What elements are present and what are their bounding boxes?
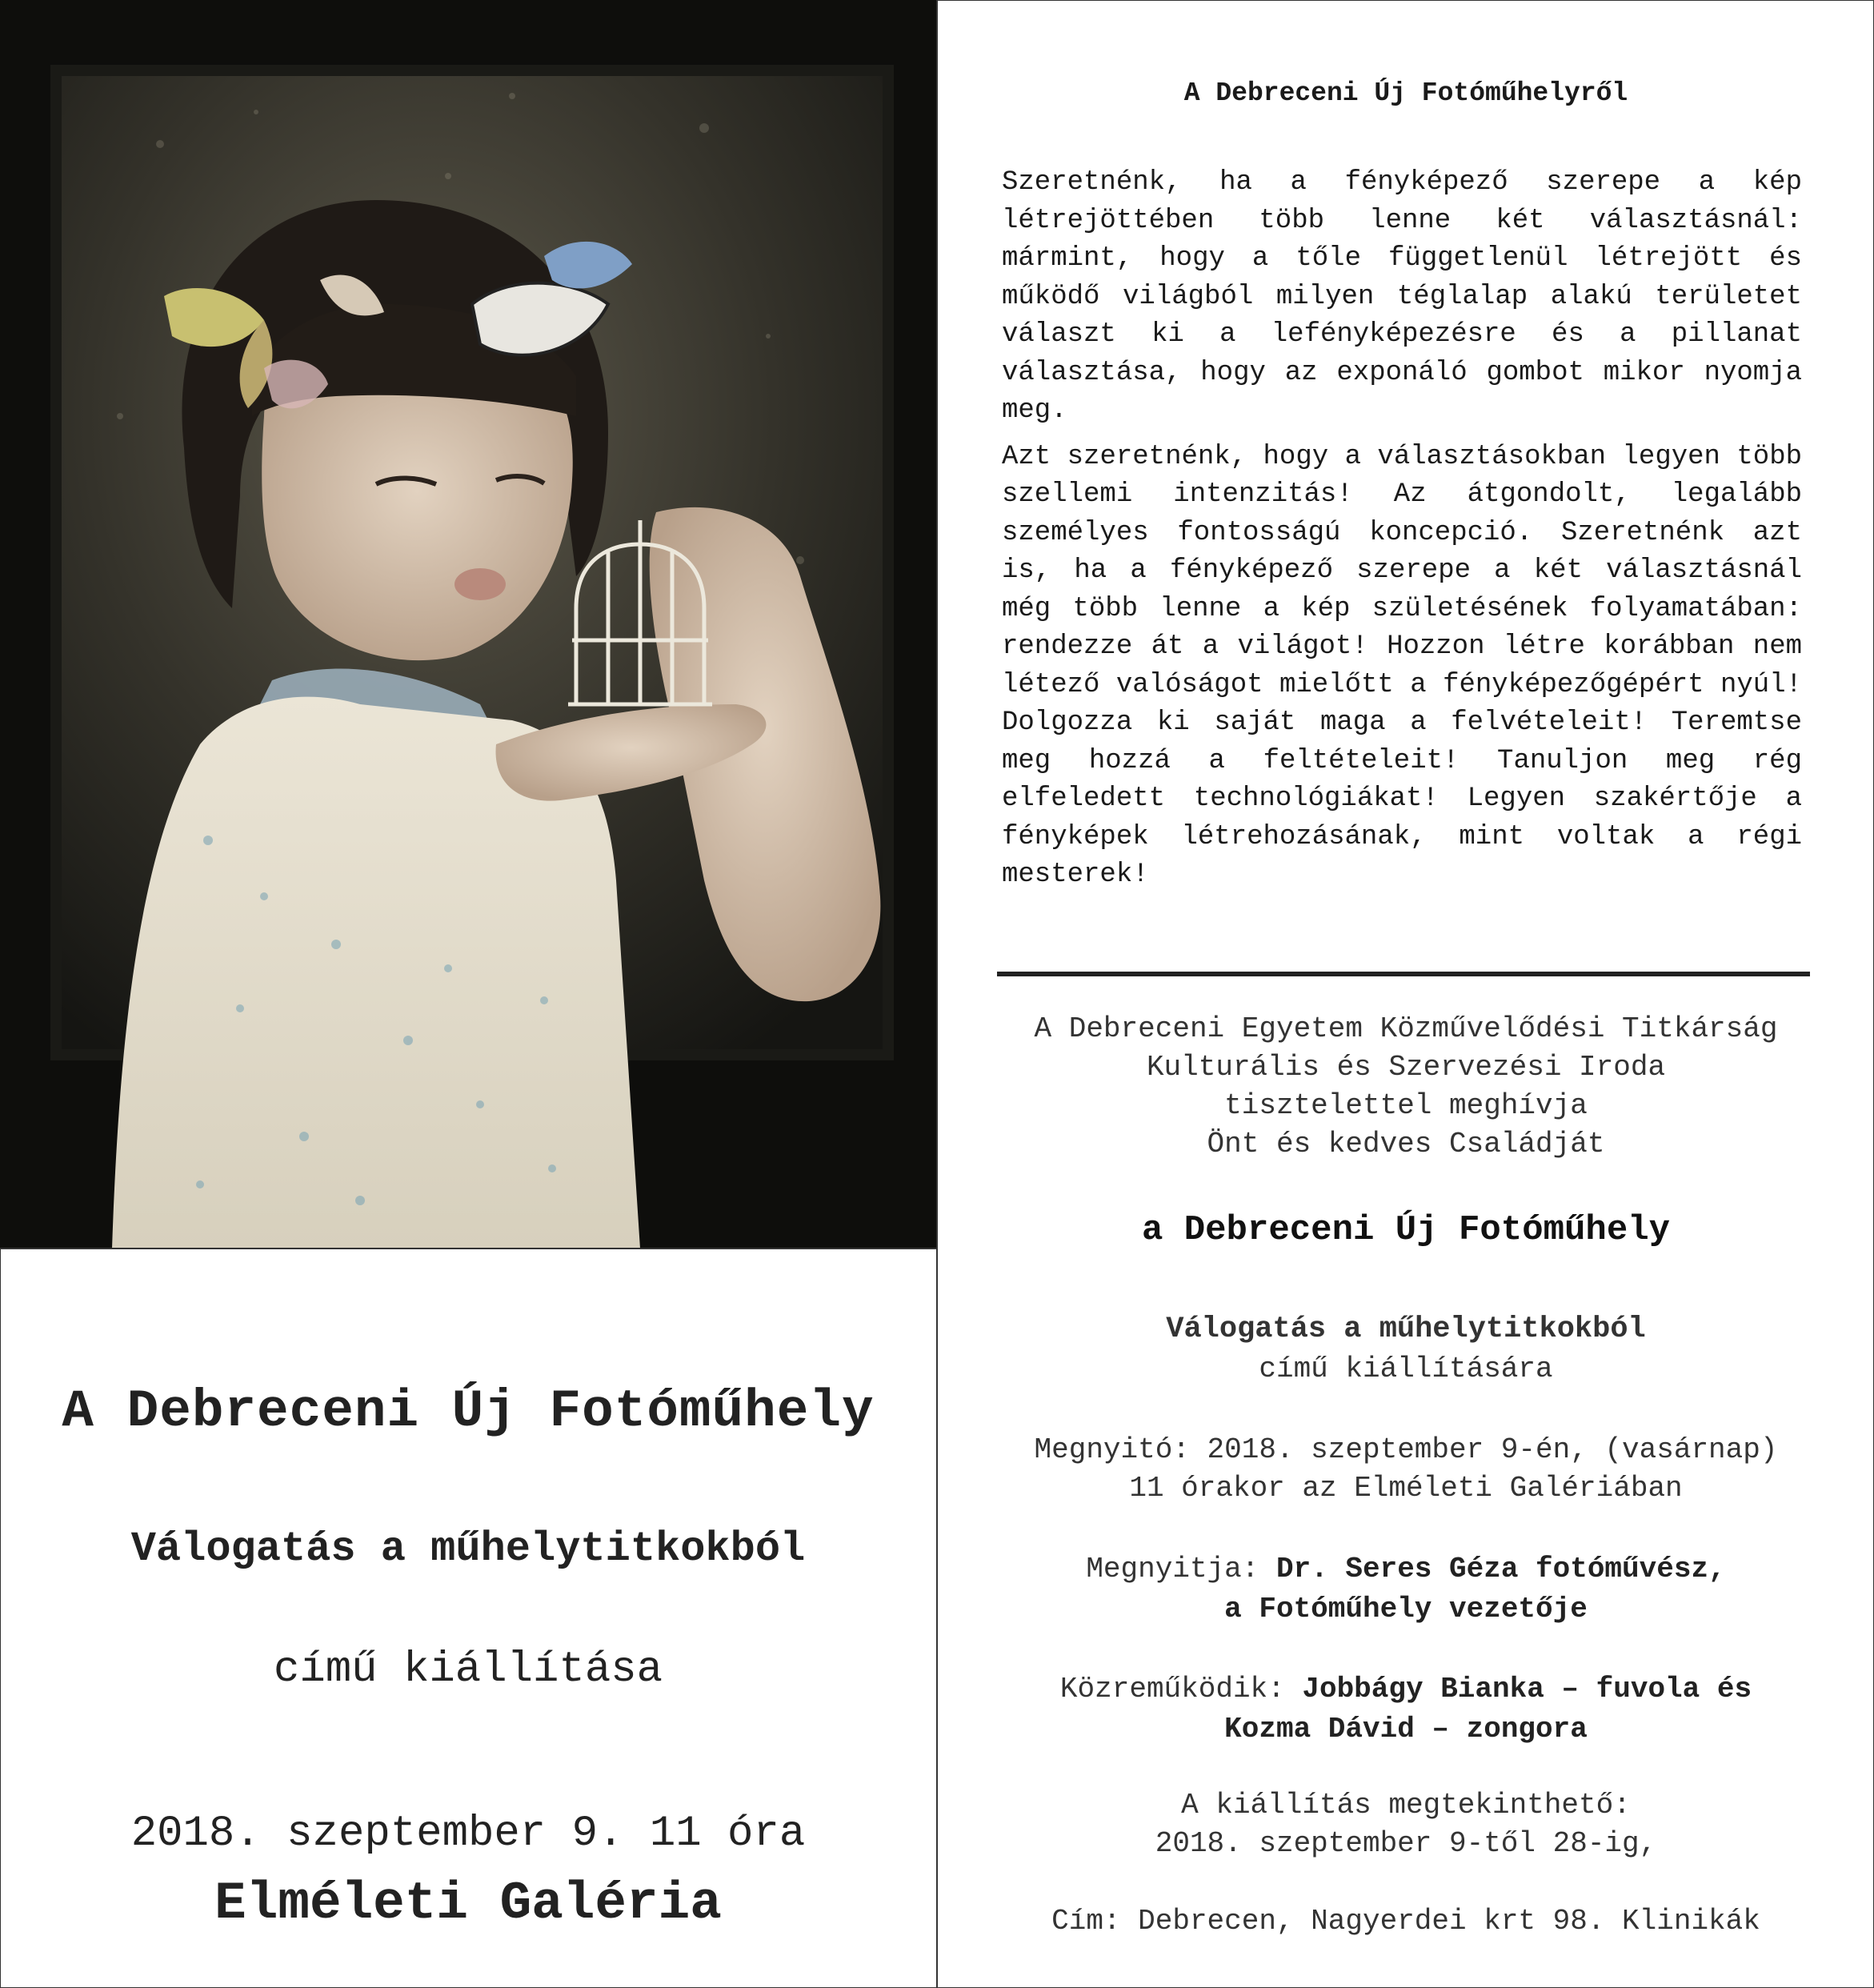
right-title: a Debreceni Új Fotóműhely <box>1141 1210 1671 1250</box>
invite-line: Önt és kedves Családját <box>1207 1128 1605 1160</box>
right-subtitle: Válogatás a műhelytitkokból <box>1166 1313 1646 1346</box>
opening-line: 11 órakor az Elméleti Galériában <box>1129 1472 1683 1505</box>
left-title: A Debreceni Új Fotóműhely <box>62 1381 875 1441</box>
viewable-dates: 2018. szeptember 9-től 28-ig, <box>1155 1827 1657 1860</box>
performers-label: Közreműködik: <box>1059 1673 1303 1705</box>
invite-block <box>938 1010 1874 1164</box>
left-subtitle: Válogatás a műhelytitkokból <box>130 1525 806 1573</box>
invite-line: A Debreceni Egyetem Közművelődési Titkárság <box>1034 1012 1778 1045</box>
about-title: A Debreceni Új Fotóműhelyről <box>1183 78 1628 108</box>
opener-label: Megnyitja: <box>1086 1553 1276 1585</box>
address: Cím: Debrecen, Nagyerdei krt 98. Klinikák <box>1051 1905 1760 1938</box>
viewable-label: A kiállítás megtekinthető: <box>1181 1789 1631 1822</box>
about-paragraph-2: Azt szeretnénk, hogy a választásokban legyen több szellemi intenzitás! Az átgondolt, legalább személyes fontosságú koncepció. Szeretnénk azt is, ha a fényképező szerepe a két választásnál még több lenne a kép születésének folyamatában: rendezze át a világot! Hozzon létre korábban nem létező valóságot mielőtt a fényképezőgépért nyúl! Dolgozza ki saját maga a felvételeit! Teremtse meg hozzá a feltételeit! Tanuljon meg rég elfeledett technológiákat! Legyen szakértője a fényképek létrehozásának, mint voltak a régi mesterek! <box>1002 441 1802 890</box>
opening-info <box>938 1431 1874 1508</box>
viewable-info <box>938 1786 1874 1863</box>
opener-role: a Fotóműhely vezetője <box>1224 1593 1588 1625</box>
invite-line: Kulturális és Szervezési Iroda <box>1146 1051 1666 1084</box>
section-rule <box>997 972 1810 976</box>
invite-line: tisztelettel meghívja <box>1224 1089 1588 1122</box>
right-kind: című kiállítására <box>1259 1353 1553 1385</box>
about-paragraph-1: Szeretnénk, ha a fényképező szerepe a kép létrejöttében több lenne két választásnál: mármint, hogy a tőle függetlenül létrejött és működő világból milyen téglalap alakú területet választ ki a lefényképezésre és a pillanat választása, hogy az exponáló gombot mikor nyomja meg. <box>1002 167 1802 426</box>
left-venue: Elméleti Galéria <box>214 1874 722 1934</box>
about-body <box>1002 164 1802 895</box>
photo-girl-with-birdcage-icon <box>0 0 936 1249</box>
performers-info <box>938 1669 1874 1750</box>
performer-2: Kozma Dávid – zongora <box>1224 1713 1588 1746</box>
exhibition-photo <box>0 0 936 1249</box>
right-column <box>938 0 1874 1988</box>
opener-name: Dr. Seres Géza fotóművész, <box>1275 1553 1726 1585</box>
left-announcement <box>0 1249 936 1988</box>
opener-info <box>938 1549 1874 1629</box>
opening-line: Megnyitó: 2018. szeptember 9-én, (vasárnap) <box>1034 1433 1778 1466</box>
left-kind: című kiállítása <box>273 1645 663 1694</box>
performer-1: Jobbágy Bianka – fuvola és <box>1302 1673 1752 1705</box>
left-date: 2018. szeptember 9. 11 óra <box>130 1810 806 1858</box>
